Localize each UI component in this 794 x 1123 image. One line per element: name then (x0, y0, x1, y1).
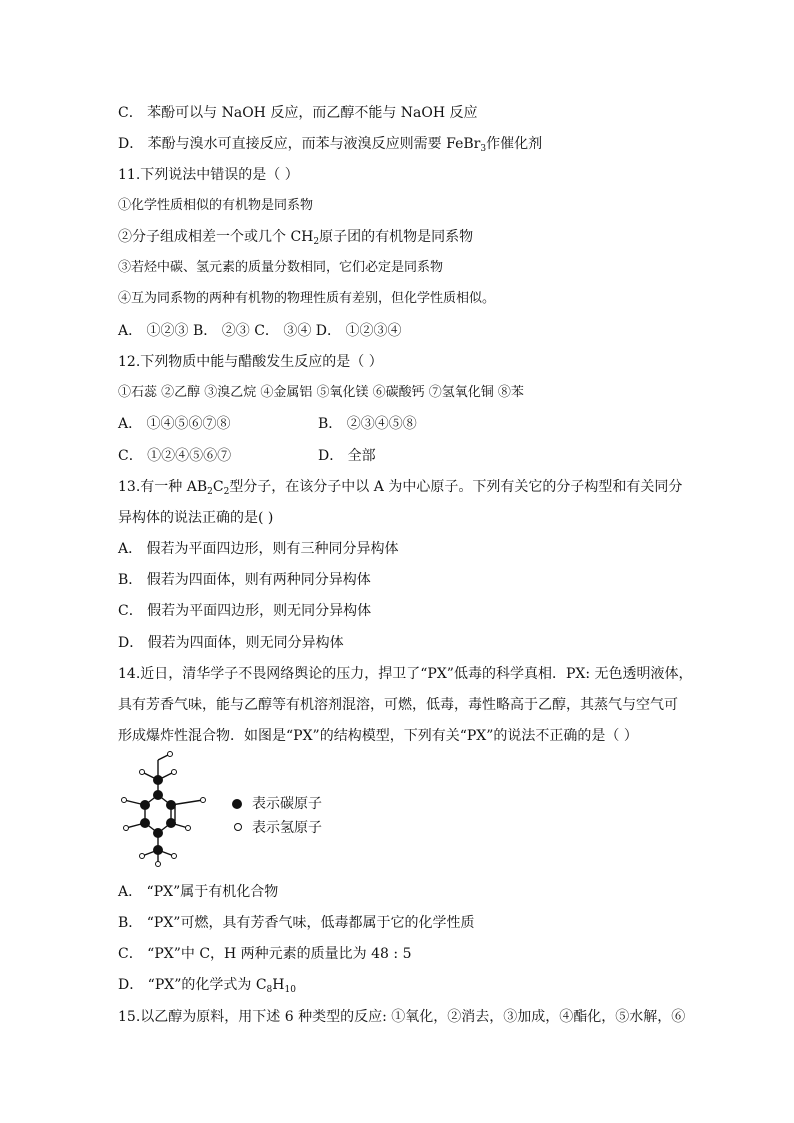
q11-options: A． ①②③ B． ②③ C． ③④ D． ①②③④ (118, 323, 402, 339)
subscript: 2 (223, 487, 230, 497)
q12-option-b: B． ②③④⑤⑧ (318, 416, 417, 432)
subscript: 2 (313, 237, 320, 247)
legend-hydrogen-label: 表示氢原子 (252, 820, 322, 836)
q12-stem: 12.下列物质中能与醋酸发生反应的是（ ） (118, 354, 383, 370)
q11-statement-2-text: ②分子组成相差一个或几个 CH (118, 229, 314, 245)
q12-option-c: C． ①②④⑤⑥⑦ (118, 448, 232, 464)
q13-option-b: B． 假若为四面体，则有两种同分异构体 (118, 572, 371, 588)
carbon-legend-marker (232, 799, 242, 809)
q11-statement-4: ④互为同系物的两种有机物的物理性质有差别，但化学性质相似。 (118, 291, 496, 306)
q12-option-a: A． ①④⑤⑥⑦⑧ (118, 416, 231, 432)
q13-stem-line-2: 异构体的说法正确的是( ) (118, 510, 274, 526)
q14-option-d (118, 976, 296, 994)
bonds (124, 754, 203, 864)
q14-option-d-h: H (272, 977, 285, 993)
legend-carbon-label: 表示碳原子 (252, 796, 322, 812)
q13-option-c: C． 假若为平面四边形，则无同分异构体 (118, 603, 372, 619)
q11-statement-2 (118, 228, 473, 246)
hydrogen-atoms (122, 752, 206, 867)
q10-option-d-tail: 作催化剂 (486, 136, 543, 152)
q11-statement-3: ③若烃中碳、氢元素的质量分数相同，它们必定是同系物 (118, 260, 444, 275)
q13-stem-line-1 (118, 478, 682, 496)
subscript: 2 (207, 487, 213, 497)
q14-option-a: A． “PX”属于有机化合物 (118, 884, 279, 900)
subscript: 8 (266, 985, 273, 995)
q13-stem-c: C (212, 479, 224, 495)
q11-statement-1: ①化学性质相似的有机物是同系物 (118, 198, 314, 213)
q14-option-b: B． “PX”可燃，具有芳香气味，低毒都属于它的化学性质 (118, 915, 475, 931)
q14-option-c: C． “PX”中 C，H 两种元素的质量比为 48 : 5 (118, 946, 412, 962)
q11-stem: 11.下列说法中错误的是（ ） (118, 167, 299, 183)
subscript: 10 (284, 985, 296, 995)
q13-option-a: A． 假若为平面四边形，则有三种同分异构体 (118, 541, 399, 557)
q10-option-d (118, 135, 542, 153)
q14-stem-line-2: 具有芳香气味，能与乙醇等有机溶剂混溶，可燃，低毒，毒性略高于乙醇，其蒸气与空气可 (118, 697, 678, 713)
hydrogen-legend-marker (234, 823, 242, 831)
q13-stem-tail: 型分子，在该分子中以 A 为中心原子。下列有关它的分子构型和有关同分 (229, 479, 683, 495)
q14-stem-line-3: 形成爆炸性混合物．如图是“PX”的结构模型，下列有关“PX”的说法不正确的是（ ） (118, 728, 638, 744)
q10-option-d-text: D． 苯酚与溴水可直接反应，而苯与液溴反应则需要 FeBr (118, 136, 481, 152)
q12-items: ①石蕊 ②乙醇 ③溴乙烷 ④金属铝 ⑤氧化镁 ⑥碳酸钙 ⑦氢氧化铜 ⑧苯 (118, 385, 524, 400)
px-ball-and-stick-model (118, 750, 218, 870)
q14-option-d-text: D． “PX”的化学式为 C (118, 977, 267, 993)
subscript: 3 (480, 144, 487, 154)
q10-option-c: C． 苯酚可以与 NaOH 反应，而乙醇不能与 NaOH 反应 (118, 105, 478, 121)
q13-option-d: D． 假若为四面体，则无同分异构体 (118, 635, 344, 651)
q13-stem-text: 13.有一种 AB (118, 479, 208, 495)
q15-stem-line-1: 15.以乙醇为原料，用下述 6 种类型的反应: ①氧化，②消去，③加成，④酯化，⑤水解，⑥ (118, 1009, 686, 1025)
q14-stem-line-1: 14.近日，清华学子不畏网络舆论的压力，捍卫了“PX”低毒的科学真相．PX: 无色透明液体， (118, 666, 693, 682)
q11-statement-2-tail: 原子团的有机物是同系物 (319, 229, 474, 245)
q12-option-d: D． 全部 (318, 448, 376, 464)
